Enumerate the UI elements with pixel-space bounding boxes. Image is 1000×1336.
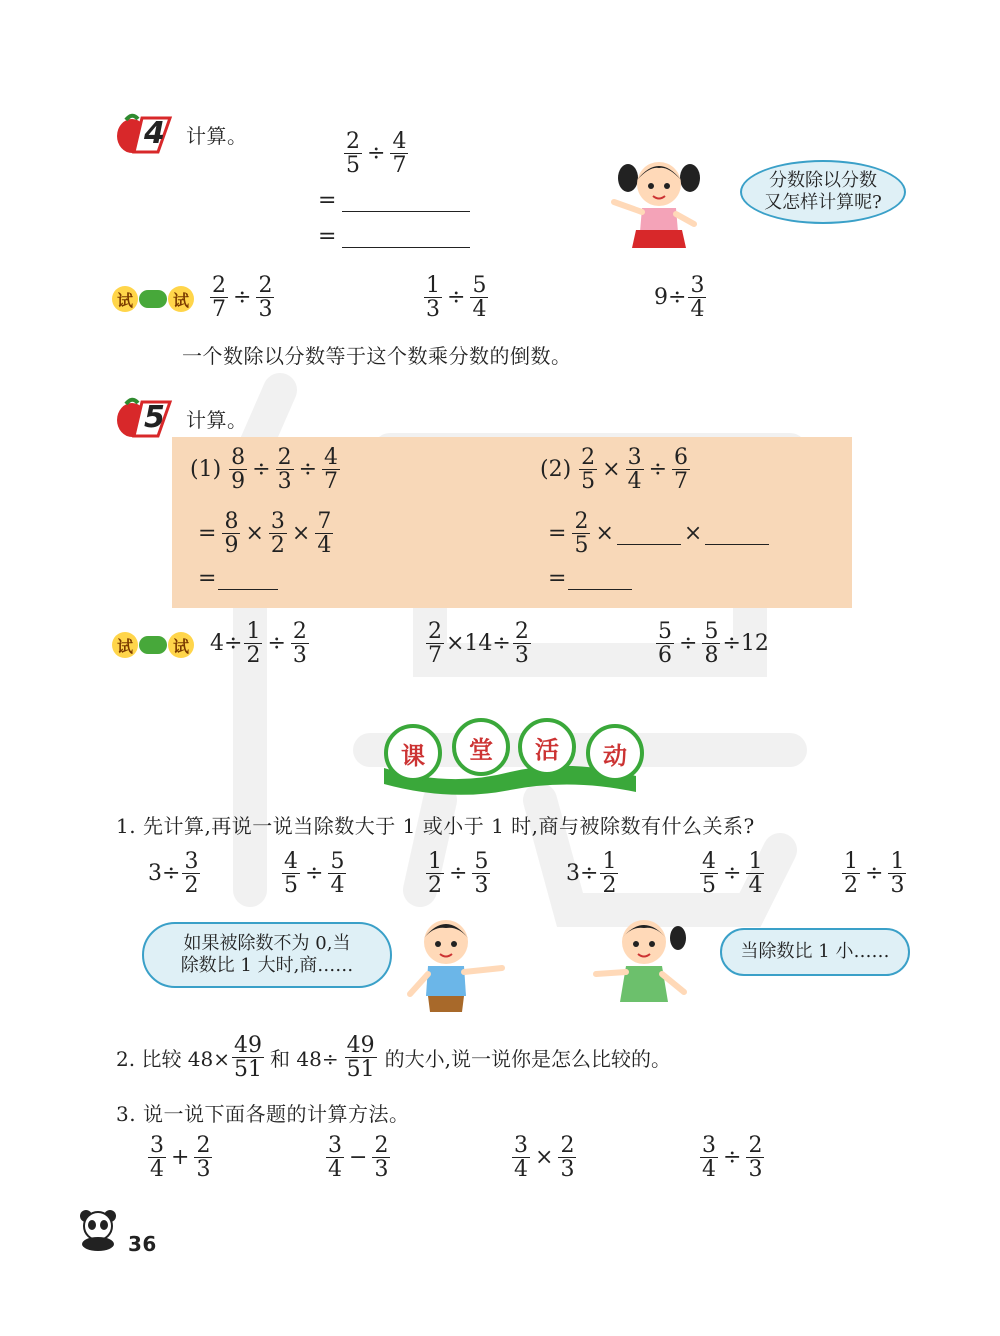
example-4-number: 4 [144, 116, 165, 151]
fraction: $\frac{1}{3}$ [426, 273, 440, 323]
fraction: $\frac{2}{3}$ [258, 273, 273, 323]
answer-blank[interactable] [617, 522, 681, 545]
example-5-problem-1: (1) $\frac{8}{9}$ ÷ $\frac{2}{3}$ ÷ $\frac{4}{7}$ [190, 445, 339, 495]
example-5-number: 5 [144, 400, 165, 435]
try1-item-1: $\frac{2}{7}$ ÷ $\frac{2}{3}$ [212, 273, 273, 323]
class-activity-header [380, 718, 640, 808]
fraction: $\frac{5}{4}$ [472, 273, 487, 323]
q1-item-6: $\frac{1}{2}$ ÷ $\frac{1}{3}$ [844, 849, 905, 899]
q3-item-1: $\frac{3}{4}$ + $\frac{2}{3}$ [150, 1133, 211, 1183]
activity-char: 动 [586, 724, 644, 782]
girl-illustration-2 [592, 912, 692, 1008]
q1-item-4: 3÷ $\frac{1}{2}$ [566, 849, 617, 899]
fraction: $\frac{2}{7}$ [212, 273, 226, 323]
example-4-expression: $\frac{2}{5}$ ÷ $\frac{4}{7}$ [346, 129, 407, 179]
boy-illustration [402, 912, 510, 1018]
example-5-problem-1-step-2: = [198, 566, 278, 591]
try1-item-3: 9÷ $\frac{3}{4}$ [654, 273, 705, 323]
try2-item-3: $\frac{5}{6}$ ÷ $\frac{5}{8}$ ÷12 [658, 619, 769, 669]
fraction: $\frac{3}{4}$ [690, 273, 705, 323]
activity-char: 活 [518, 718, 576, 776]
example-4-title: 计算。 [186, 124, 248, 148]
answer-blank[interactable] [342, 189, 470, 212]
try-it-badge: 试 试 [112, 286, 194, 312]
q1-item-5: $\frac{4}{5}$ ÷ $\frac{1}{4}$ [702, 849, 763, 899]
try2-item-1: 4÷ $\frac{1}{2}$ ÷ $\frac{2}{3}$ [210, 619, 307, 669]
try2-item-2: $\frac{2}{7}$ ×14÷ $\frac{2}{3}$ [428, 619, 529, 669]
q1-item-2: $\frac{4}{5}$ ÷ $\frac{5}{4}$ [284, 849, 345, 899]
q3-item-3: $\frac{3}{4}$ × $\frac{2}{3}$ [514, 1133, 575, 1183]
example-4-answer-line-2: = [318, 224, 470, 249]
fraction: $\frac{2}{5}$ [346, 129, 360, 179]
leaf-icon [139, 290, 167, 308]
answer-blank[interactable] [218, 567, 278, 590]
q1-item-1: 3÷ $\frac{3}{2}$ [148, 849, 199, 899]
page-number: 36 [128, 1232, 157, 1256]
rule-statement: 一个数除以分数等于这个数乘分数的倒数。 [182, 344, 572, 368]
speech-bubble-girl-top: 分数除以分数 又怎样计算呢? [740, 160, 906, 224]
activity-char: 课 [384, 724, 442, 782]
example-5-title: 计算。 [186, 408, 248, 432]
panda-icon [72, 1208, 124, 1252]
leaf-icon [139, 636, 167, 654]
fraction: $\frac{4}{7}$ [392, 129, 407, 179]
speech-bubble-girl-bottom: 当除数比 1 小…… [720, 928, 910, 976]
example-5-badge [112, 396, 176, 440]
try1-item-2: $\frac{1}{3}$ ÷ $\frac{5}{4}$ [426, 273, 487, 323]
q3-item-2: $\frac{3}{4}$ − $\frac{2}{3}$ [328, 1133, 389, 1183]
question-2: 2. 比较 48× $\frac{49}{51}$ 和 48÷ $\frac{49}{51}$ 的大小,说一说你是怎么比较的。 [116, 1033, 671, 1083]
girl-illustration [606, 150, 716, 252]
speech-bubble-boy: 如果被除数不为 0,当 除数比 1 大时,商…… [142, 922, 392, 988]
answer-blank[interactable] [568, 567, 632, 590]
q1-item-3: $\frac{1}{2}$ ÷ $\frac{5}{3}$ [428, 849, 489, 899]
example-4-badge [112, 112, 176, 156]
activity-char: 堂 [452, 718, 510, 776]
q3-item-4: $\frac{3}{4}$ ÷ $\frac{2}{3}$ [702, 1133, 763, 1183]
example-5-problem-2-step-2: = [548, 566, 632, 591]
question-3-text: 3. 说一说下面各题的计算方法。 [116, 1102, 410, 1126]
example-5-problem-1-step-1: = $\frac{8}{9}$ × $\frac{3}{2}$ × $\frac{7}{4}$ [198, 509, 332, 559]
answer-blank[interactable] [705, 522, 769, 545]
example-5-problem-2: (2) $\frac{2}{5}$ × $\frac{3}{4}$ ÷ $\frac{6}{7}$ [540, 445, 689, 495]
example-4-answer-line-1: = [318, 188, 470, 213]
answer-blank[interactable] [342, 225, 470, 248]
example-5-problem-2-step-1: = $\frac{2}{5}$ × × [548, 510, 769, 557]
question-1-text: 1. 先计算,再说一说当除数大于 1 或小于 1 时,商与被除数有什么关系? [116, 814, 755, 838]
try-it-badge-2: 试 试 [112, 632, 194, 658]
